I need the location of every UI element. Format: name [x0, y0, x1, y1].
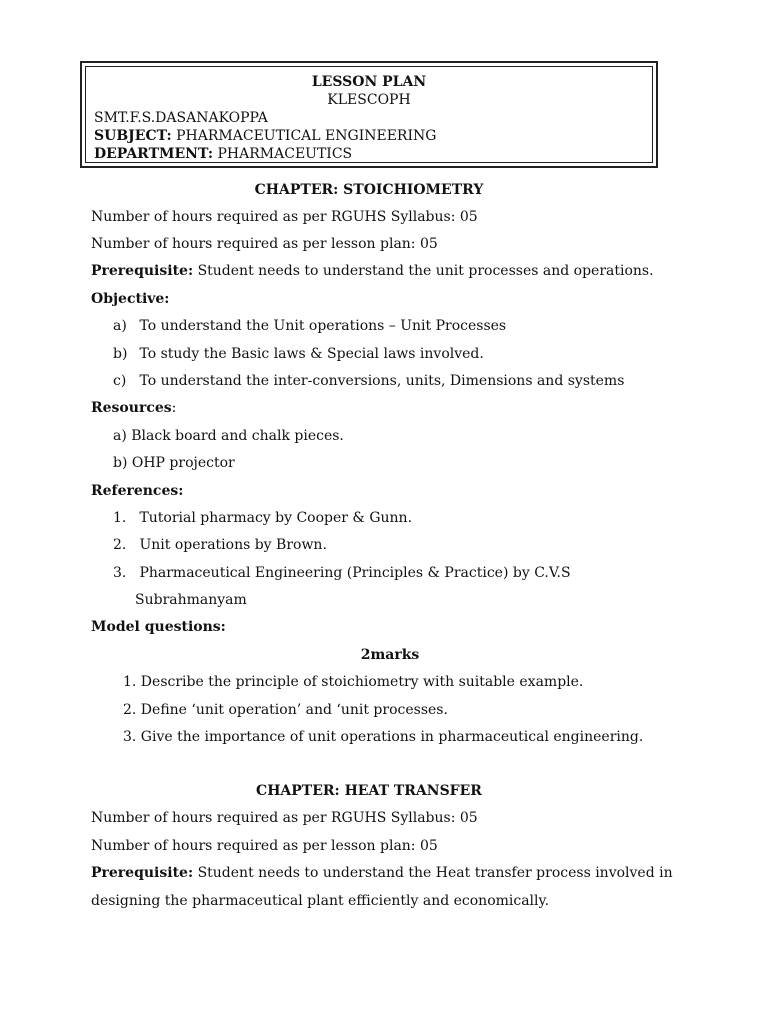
resource-item: a) Black board and chalk pieces.	[113, 428, 344, 444]
objective-marker: a)	[113, 318, 127, 334]
lesson-plan-title: LESSON PLAN	[311, 74, 427, 90]
subject-label: SUBJECT:	[94, 128, 172, 144]
hours-lesson-plan: Number of hours required as per lesson plan: 05	[91, 236, 438, 252]
resources-line	[91, 398, 176, 418]
question-item: 2. Define ‘unit operation’ and ‘unit processes.	[123, 702, 448, 718]
objective-text: To understand the inter-conversions, units, Dimensions and systems	[139, 373, 625, 389]
reference-item	[113, 535, 327, 555]
model-questions-label: Model questions:	[91, 619, 226, 635]
prerequisite-continuation: designing the pharmaceutical plant efficiently and economically.	[91, 893, 550, 909]
prerequisite-line	[91, 261, 654, 281]
reference-marker: 2.	[113, 537, 127, 553]
department-value: PHARMACEUTICS	[217, 146, 353, 162]
objective-item	[113, 371, 624, 391]
objective-marker: c)	[113, 373, 127, 389]
reference-item	[113, 563, 571, 583]
department-line	[94, 145, 644, 163]
marks-heading: 2marks	[360, 647, 420, 663]
resource-item: b) OHP projector	[113, 455, 235, 471]
references-label: References:	[91, 483, 184, 499]
resources-label: Resources	[91, 400, 172, 416]
resources-colon: :	[171, 400, 177, 416]
header-inner-border	[85, 66, 653, 163]
objective-text: To understand the Unit operations – Unit Processes	[139, 318, 507, 334]
subject-line	[94, 127, 644, 145]
reference-marker: 1.	[113, 510, 127, 526]
reference-item	[113, 508, 412, 528]
department-label: DEPARTMENT:	[94, 146, 214, 162]
header-box	[80, 61, 658, 168]
author-name: SMT.F.S.DASANAKOPPA	[94, 110, 268, 126]
reference-marker: 3.	[113, 565, 127, 581]
objective-item	[113, 316, 506, 336]
prerequisite-text: Student needs to understand the Heat transfer process involved in	[197, 865, 673, 881]
reference-continuation: Subrahmanyam	[135, 592, 247, 608]
objective-item	[113, 344, 484, 364]
question-item: 1. Describe the principle of stoichiometry with suitable example.	[123, 674, 584, 690]
prerequisite-text: Student needs to understand the unit processes and operations.	[197, 263, 654, 279]
institution-name: KLESCOPH	[327, 92, 411, 108]
objective-marker: b)	[113, 346, 128, 362]
prerequisite-line	[91, 863, 673, 883]
chapter-title-stoichiometry: CHAPTER: STOICHIOMETRY	[254, 182, 484, 198]
subject-value: PHARMACEUTICAL ENGINEERING	[176, 128, 437, 144]
chapter-title-heat-transfer: CHAPTER: HEAT TRANSFER	[256, 783, 482, 799]
prerequisite-label: Prerequisite:	[91, 865, 194, 881]
hours-lesson-plan: Number of hours required as per lesson plan: 05	[91, 838, 438, 854]
reference-text: Unit operations by Brown.	[139, 537, 327, 553]
question-item: 3. Give the importance of unit operations in pharmaceutical engineering.	[123, 729, 644, 745]
hours-syllabus: Number of hours required as per RGUHS Syllabus: 05	[91, 209, 478, 225]
reference-text: Pharmaceutical Engineering (Principles & Practice) by C.V.S	[139, 565, 571, 581]
objective-label: Objective:	[91, 291, 170, 307]
reference-text: Tutorial pharmacy by Cooper & Gunn.	[139, 510, 413, 526]
prerequisite-label: Prerequisite:	[91, 263, 194, 279]
objective-text: To study the Basic laws & Special laws involved.	[139, 346, 484, 362]
hours-syllabus: Number of hours required as per RGUHS Syllabus: 05	[91, 810, 478, 826]
